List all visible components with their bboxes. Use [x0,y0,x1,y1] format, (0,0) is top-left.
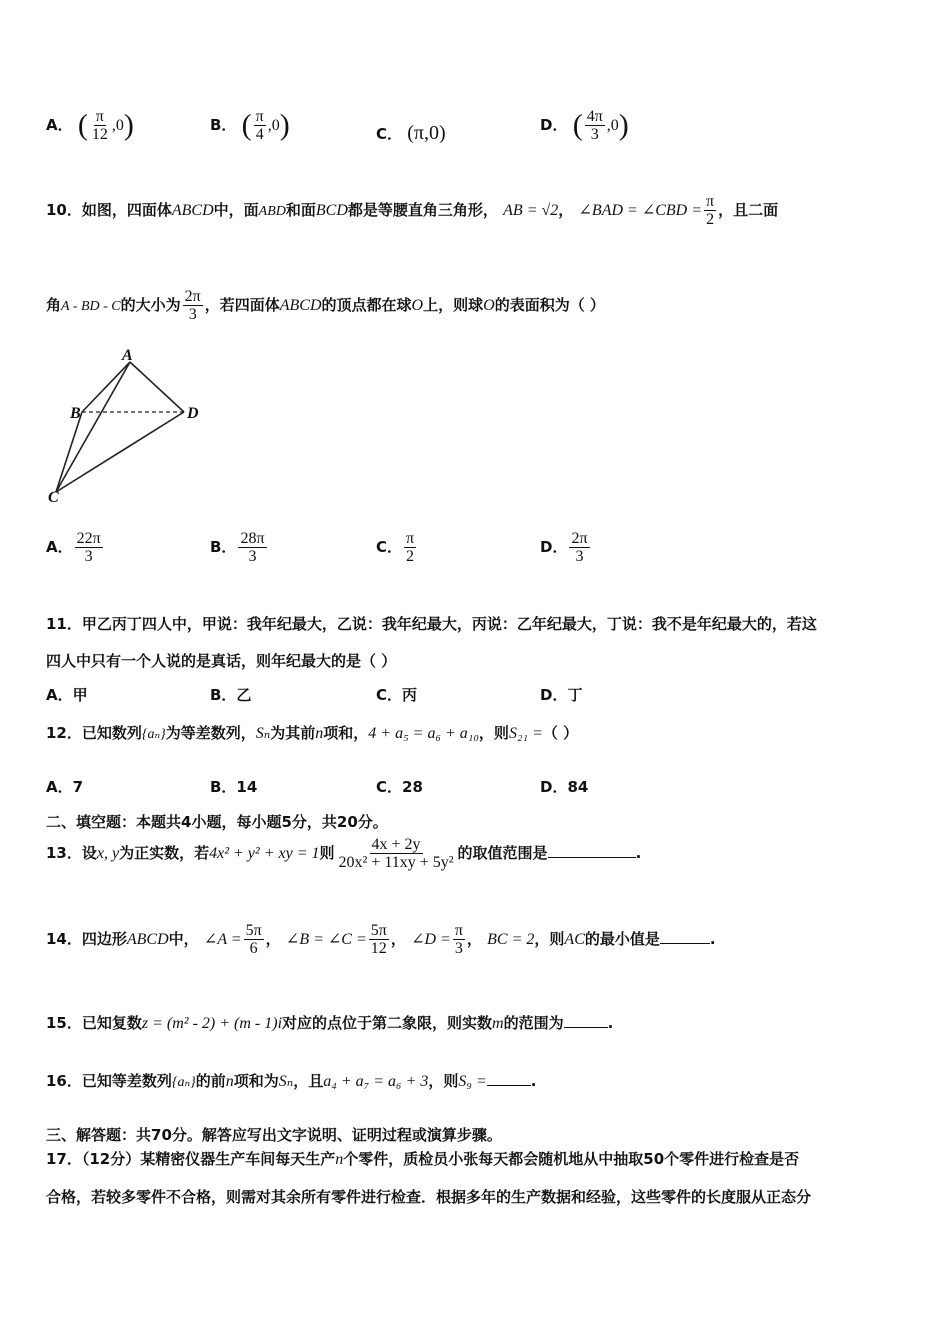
q10-option-d: D． $\frac{2\pi}{3}$ [540,530,588,565]
vertex-label-c: C [48,489,59,506]
tetrahedron-figure [44,346,214,506]
q13-stem: 13．设x, y为正实数，若4x² + y² + xy = 1则 $\frac{4x + 2y}{\text{20x² + 11xy + 5y²}}$ 的取值范围是 . [46,836,642,871]
q11-line-1: 11．甲乙丙丁四人中，甲说：我年纪最大，乙说：我年纪最大，丙说：乙年纪最大，丁说：我不是年纪最大的，若这 [46,615,817,633]
section-2-heading: 二、填空题：本题共4小题，每小题5分，共20分。 [46,813,388,831]
q11-option-c: C．丙 [376,686,418,704]
q12-stem: 12．已知数列{aₙ}为等差数列，Sₙ为其前n项和，4 + a₅ = a₆ + a₁₀，则S₂₁ =（ ） [46,724,579,742]
q12-option-c: C．28 [376,778,423,796]
q10-line-1: 10．如图，四面体ABCD中，面ABD和面BCD都是等腰直角三角形， AB = √2， ∠BAD = ∠CBD = $\frac{\pi}{2}$ ，且二面 [46,193,779,228]
q14-answer-blank [660,929,710,944]
q17-line-2: 合格，若较多零件不合格，则需对其余所有零件进行检查．根据多年的生产数据和经验，这些零件的长度服从正态分 [46,1188,812,1206]
q10-option-b: B． $\frac{28\pi}{3}$ [210,530,265,565]
q16-answer-blank [487,1071,531,1086]
q12-option-a: A．7 [46,778,84,796]
section-3-heading: 三、解答题：共70分。解答应写出文字说明、证明过程或演算步骤。 [46,1126,502,1144]
q9-option-d: D． ( $\frac{4\pi}{3}$ ,0) [540,108,629,143]
q11-option-b: B．乙 [210,686,252,704]
vertex-label-a: A [122,347,133,364]
q13-answer-blank [548,843,636,858]
q16-stem: 16．已知等差数列{aₙ}的前n项和为Sₙ，且a₄ + a₇ = a₆ + 3，则S₉ = . [46,1072,537,1090]
q11-line-2: 四人中只有一个人说的是真话，则年纪最大的是（ ） [46,652,397,670]
edge-ac [56,362,130,492]
q15-answer-blank [564,1013,608,1028]
edge-ad [130,362,184,412]
q11-option-a: A．甲 [46,686,88,704]
q15-stem: 15．已知复数z = (m² - 2) + (m - 1)i对应的点位于第二象限，则实数m的范围为 . [46,1014,614,1032]
q9-option-c: C． (π,0) [376,122,446,144]
q9-option-b: B． ( $\frac{\pi}{4}$ ,0) [210,108,290,143]
q12-option-d: D．84 [540,778,589,796]
q10-option-a: A． $\frac{22\pi}{3}$ [46,530,101,565]
q17-line-1: 17．（12分）某精密仪器生产车间每天生产n个零件，质检员小张每天都会随机地从中抽取50个零件进行检查是否 [46,1150,800,1168]
q10-line-2: 角A - BD - C的大小为 $\frac{2\pi}{3}$ ，若四面体ABCD的顶点都在球O上，则球O的表面积为（ ） [46,288,605,323]
q11-option-d: D．丁 [540,686,583,704]
vertex-label-b: B [70,405,81,422]
q9-option-a: A． ( $\frac{\pi}{12}$ ,0) [46,108,134,143]
q14-stem: 14．四边形ABCD中， ∠A = $\frac{5\pi}{6}$ ， ∠B = ∠C = $\frac{5\pi}{12}$ ， ∠D = $\frac{\pi}{3}$ ， BC = 2，则AC的最小值是 . [46,922,716,957]
q12-option-b: B．14 [210,778,258,796]
vertex-label-d: D [187,405,199,422]
q10-option-c: C． $\frac{\pi}{2}$ [376,530,415,565]
edge-cd [56,412,184,492]
